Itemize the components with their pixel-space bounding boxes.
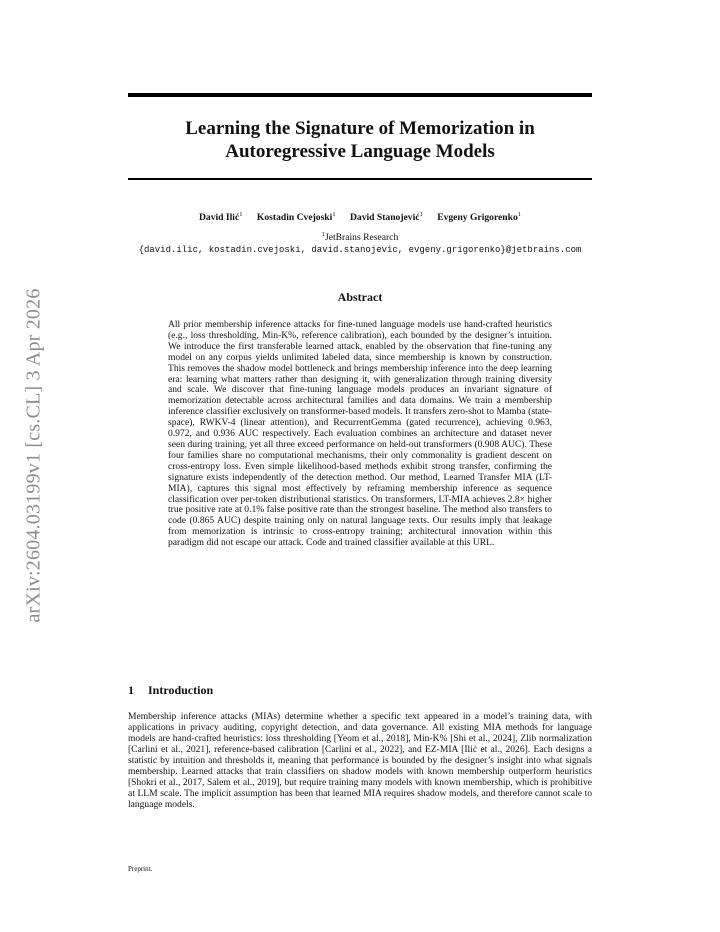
author: Kostadin Cvejoski$^1$ <box>256 211 336 224</box>
paper-title <box>128 117 592 163</box>
author-list <box>128 211 592 223</box>
section-number: 1 <box>128 683 134 697</box>
author-emails: {david.ilic, kostadin.cvejoski, david.stanojevic, evgeny.grigorenko}@jetbrains.com <box>138 245 582 255</box>
affiliation: $^1$JetBrains Research <box>321 231 399 244</box>
preprint-footnote: Preprint. <box>128 865 153 873</box>
title-line-2: Autoregressive Language Models <box>225 141 495 162</box>
abstract-heading: Abstract <box>337 290 383 304</box>
arxiv-identifier <box>20 264 48 646</box>
introduction-body: Membership inference attacks (MIAs) determine whether a specific text appeared in a model’s training data, with applications in privacy auditing, copyright detection, and data governance. All existing MIA methods for language models are hand-crafted heuristics: loss thresholding [Yeom et al., 2018], Min-K% [Shi et al., 2024], Zlib normalization [Carlini et al., 2021], reference-based calibration [Carlini et al., 2022], and EZ-MIA [Ilić et al., 2026]. Each designs a statistic by intuition and thresholds it, meaning that performance is bounded by the designer’s insight into what signals membership. Learned attacks that train classifiers on shadow models with known membership outperform heuristics [Shokri et al., 2017, Salem et al., 2019], but require training many models with known membership, which is prohibitive at LLM scale. The implicit assumption has been that learned MIA requires shadow models, and therefore cannot scale to language models. <box>128 711 592 810</box>
author: David Ilić$^1$ <box>198 211 243 224</box>
section-title: Introduction <box>148 683 214 697</box>
title-line-1: Learning the Signature of Memorization in <box>185 118 535 139</box>
abstract-body: All prior membership inference attacks for fine-tuned language models use hand-crafted heuristics (e.g., loss thresholding, Min-K%, reference calibration), each bounded by the designer’s intuition. We introduce the first transferable learned attack, enabled by the observation that fine-tuning any model on any corpus yields unlimited labeled data, since membership is known by construction. This removes the shadow model bottleneck and brings membership inference into the deep learning era: learning what matters rather than designing it, with generalization through training diversity and scale. We discover that fine-tuning language models produces an invariant signature of memorization detectable across architectural families and data domains. We train a membership inference classifier exclusively on transformer-based models. It transfers zero-shot to Mamba (state-space), RWKV-4 (linear attention), and RecurrentGemma (gated recurrence), achieving 0.963, 0.972, and 0.936 AUC respectively. Each evaluation combines an architecture and dataset never seen during training, yet all three exceed performance on held-out transformers (0.908 AUC). These four families share no computational mechanisms, their only commonality is gradient descent on cross-entropy loss. Even simple likelihood-based methods exhibit strong transfer, confirming the signature exists independently of the detection method. Our method, Learned Transfer MIA (LT-MIA), captures this signal most effectively by reframing membership inference as sequence classification over per-token distributional statistics. On transformers, LT-MIA achieves 2.8× higher true positive rate at 0.1% false positive rate than the strongest baseline. The method also transfers to code (0.865 AUC) despite training only on natural language texts. Our results imply that leakage from memorization is intrinsic to cross-entropy training; architectural innovation within this paradigm did not escape our attack. Code and trained classifier available at this URL. <box>168 319 552 549</box>
section-heading-introduction <box>128 683 592 698</box>
author: David Stanojević$^1$ <box>349 211 423 224</box>
title-rule-top <box>128 93 592 97</box>
author: Evgeny Grigorenko$^1$ <box>437 211 522 224</box>
arxiv-identifier-text: arXiv:2604.03199v1 [cs.CL] 3 Apr 2026 <box>22 287 45 623</box>
title-rule-bottom <box>128 178 592 180</box>
